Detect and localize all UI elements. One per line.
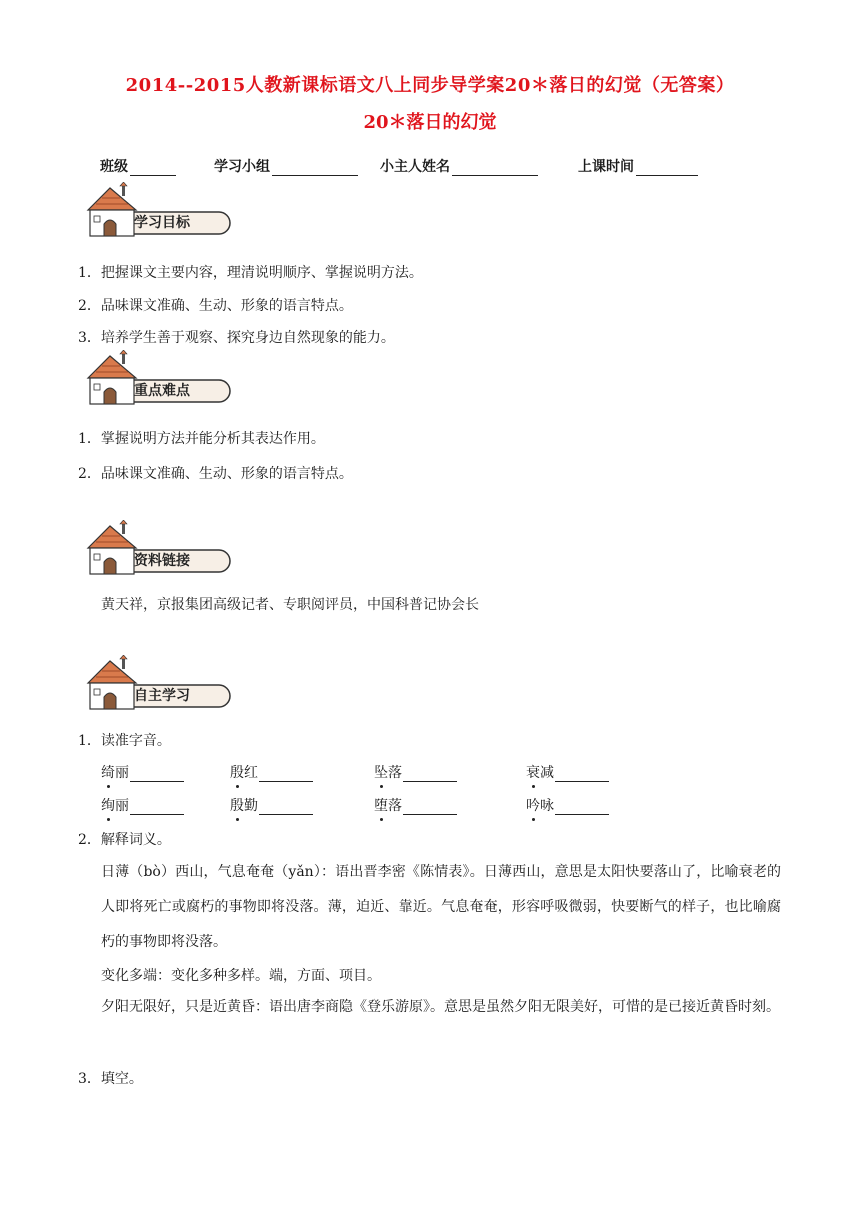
section-header-goals [82,182,232,238]
section-label-material: 资料链接 [134,553,190,569]
goal-item-3: 3．培养学生善于观察、探究身边自然现象的能力。 [78,330,395,346]
pinyin-rest: 落 [388,798,402,814]
group-label: 学习小组 [214,159,270,175]
pinyin-dotted-char: 衰 [526,762,540,782]
pinyin-dotted-char: 堕 [374,795,388,815]
pinyin-dotted-char: 绮 [101,762,115,782]
pinyin-item [230,762,313,782]
self-question-2: 2．解释词义。 [78,832,171,848]
pinyin-dotted-char: 殷 [230,762,244,782]
key-item-2: 2．品味课文准确、生动、形象的语言特点。 [78,466,353,482]
group-blank [272,161,358,176]
pinyin-rest: 减 [540,765,554,781]
key-item-1: 1．掌握说明方法并能分析其表达作用。 [78,431,325,447]
goal-item-1: 1．把握课文主要内容，理清说明顺序、掌握说明方法。 [78,265,423,281]
class-label: 班级 [100,159,128,175]
pinyin-blank [259,767,313,782]
pinyin-item [526,762,609,782]
self-question-3: 3．填空。 [78,1071,143,1087]
pinyin-item [374,762,457,782]
material-text: 黄天祥，京报集团高级记者、专职阅评员，中国科普记协会长 [101,597,479,613]
pinyin-item [230,795,313,815]
pinyin-item [101,795,184,815]
pinyin-blank [259,800,313,815]
pinyin-dotted-char: 殷 [230,795,244,815]
pinyin-item [526,795,609,815]
pinyin-blank [555,800,609,815]
section-header-material [82,520,232,576]
pinyin-blank [403,800,457,815]
time-field [578,156,698,176]
self-question-1: 1．读准字音。 [78,733,171,749]
section-label-key: 重点难点 [134,383,190,399]
pinyin-rest: 咏 [540,798,554,814]
leader-field [380,156,578,176]
definition-paragraph-3: 夕阳无限好，只是近黄昏：语出唐李商隐《登乐游原》。意思是虽然夕阳无限美好，可惜的是已接近黄昏时刻。 [101,999,780,1015]
leader-blank [452,161,538,176]
class-field [100,156,214,176]
pinyin-blank [130,767,184,782]
definition-paragraph-1: 日薄（bò）西山，气息奄奄（yǎn）：语出晋李密《陈情表》。日薄西山，意思是太阳快要落山了，比喻衰老的人即将死亡或腐朽的事物即将没落。薄，迫近、靠近。气息奄奄，形容呼吸微弱，快要断气的样子，也比喻腐朽的事物即将没落。 [101,864,781,950]
student-info-row [100,156,698,176]
pinyin-blank [130,800,184,815]
pinyin-rest: 落 [388,765,402,781]
document-title: 2014--2015人教新课标语文八上同步导学案20＊落日的幻觉（无答案） [125,75,735,96]
pinyin-blank [403,767,457,782]
section-label-self: 自主学习 [134,688,190,704]
leader-label: 小主人姓名 [380,159,450,175]
definition-paragraph-2: 变化多端：变化多种多样。端，方面、项目。 [101,968,381,984]
time-blank [636,161,698,176]
group-field [214,156,380,176]
pinyin-rest: 丽 [115,798,129,814]
pinyin-dotted-char: 绚 [101,795,115,815]
pinyin-item [374,795,457,815]
time-label: 上课时间 [578,159,634,175]
section-label-goals: 学习目标 [134,215,190,231]
section-header-self [82,655,232,711]
pinyin-blank [555,767,609,782]
pinyin-dotted-char: 坠 [374,762,388,782]
pinyin-dotted-char: 吟 [526,795,540,815]
class-blank [130,161,176,176]
section-header-key [82,350,232,406]
pinyin-rest: 勤 [244,798,258,814]
pinyin-rest: 红 [244,765,258,781]
goal-item-2: 2．品味课文准确、生动、形象的语言特点。 [78,298,353,314]
pinyin-rest: 丽 [115,765,129,781]
document-subtitle: 20＊落日的幻觉 [363,112,497,133]
pinyin-item [101,762,184,782]
